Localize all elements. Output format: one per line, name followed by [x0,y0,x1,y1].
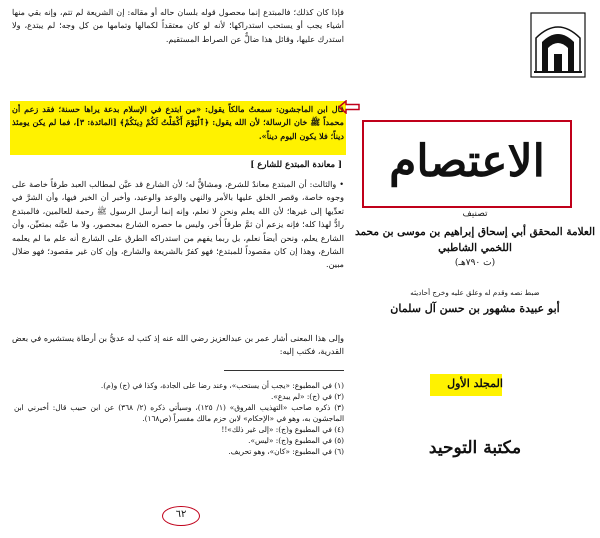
footnote-2: (٢) في (ج): «لم يبدع». [270,392,344,401]
section-heading: [ معاندة المبتدع للشارع ] [250,160,342,170]
death-date: (ت ٧٩٠هـ) [454,258,496,268]
title-frame [362,120,572,208]
page-number-circle [162,506,200,526]
author-name: العلامة المحقق أبي إسحاق إبراهيم بن موسى بن محمد اللخمي الشاطبي [354,226,596,254]
paragraph-4: وإلى هذا المعنى أشار عمر بن عبدالعزيز رضي الله عنه إذ كتب له عديُّ بن أرطاة يستشيره في بعض القدرية، فكتب إليه: [12,333,344,357]
highlighted-quote: قال ابن الماجشون: سمعتُ مالكاً يقول: «من ابتدع في الإسلام بدعة يراها حسنة؛ فقد زعم أن محمداً ﷺ خان الرسالة؛ لأن الله يقول: ﴿ٱلْيَوْمَ أَكْمَلْتُ لَكُمْ دِينَكُمْ﴾ [المائدة: ٣]، فما لم يكن يومئذ ديناً؛ فلا يكون اليوم ديناً». [12,104,344,141]
mosque-logo-icon [530,12,586,78]
right-page [352,2,598,534]
volume-label: المجلد الأول [447,377,503,390]
footnote-divider [224,370,344,371]
page-number: ٦٢ [175,509,187,520]
left-page [2,2,350,534]
footnote-5: (٥) في المطبوع و(ج): «ليس». [248,436,344,445]
footnote-1: (١) في المطبوع: «يجب أن يستحب»، وعند رضا على الجادة، وكذا في (ج) و(م). [100,381,344,390]
editor-name: أبو عبيدة مشهور بن حسن آل سلمان [390,302,560,315]
paragraph-1: فإذا كان كذلك؛ فالمبتدع إنما محصول قوله بلسان حاله أو مقاله: إن الشريعة لم تتم، وإنه بقي منها أشياء يجب أو يستحب استدراكها؛ لأنه لو كان معتقداً لكمالها وتمامها من كل وجه؛ لم يبتدع، ولا استدرك عليها، وقائل هذا ضالٌّ عن الصراط المستقيم. [12,7,344,44]
book-title: الاعتصام [389,136,545,187]
footnote-3: (٣) ذكره صاحب «التهذيب الفروق» (١/ ١٢٥)، وسيأتي ذكره (٢/ ٣٦٨) عن ابن حبيب قال: أخبرني ابن الماجشون به، وهو في «الإحكام» لابن حزم مالك مفسراً (ص١٦٨). [14,403,345,423]
publisher-name: مكتبة التوحيد [428,438,522,458]
editor-note: ضبط نصه وقدم له وعلق عليه وخرج أحاديثه [410,288,540,297]
footnotes [14,380,344,457]
footnote-4: (٤) في المطبوع و(ج): «إلى غير ذلك»!! [221,425,344,434]
footnote-6: (٦) في المطبوع: «كان»، وهو تحريف. [228,447,344,456]
tasnif-label: تصنيف [462,209,488,219]
paragraph-3: • والثالث: أن المبتدع معاندٌ للشرع، ومشاقٌّ له؛ لأن الشارع قد عيَّن لمطالب العبد طرقاً خاصة على وجوه خاصة، وقصر الخلق عليها بالأمر والنهي والوعد والوعيد، وأخبر أن الخير فيها، وأن الشرَّ في تعدِّيها إلى غيرها؛ لأن الله يعلم ونحن لا نعلم، وإنه إنما أرسل الرسول ﷺ رحمة للعالمين، فالمبتدع رادٌّ لهذا كله؛ فإنه يزعم أن ثمَّ طرقاً أُخر، وليس ما حصره الشارع بمحصور، ولا ما عيَّنه بمتعيِّن، وأن الشارع يعلم، ونحن أيضاً نعلم، بل ربما يفهم من استدراكه الطرق على الشارع أنه علم ما لم يعلمه الشارع، وهذا إن كان مقصوداً للمبتدع؛ فهو كفرٌ بالشريعة والشارع، وإن كان غير مقصود؛ فهو ضلال مبين. [12,179,344,270]
